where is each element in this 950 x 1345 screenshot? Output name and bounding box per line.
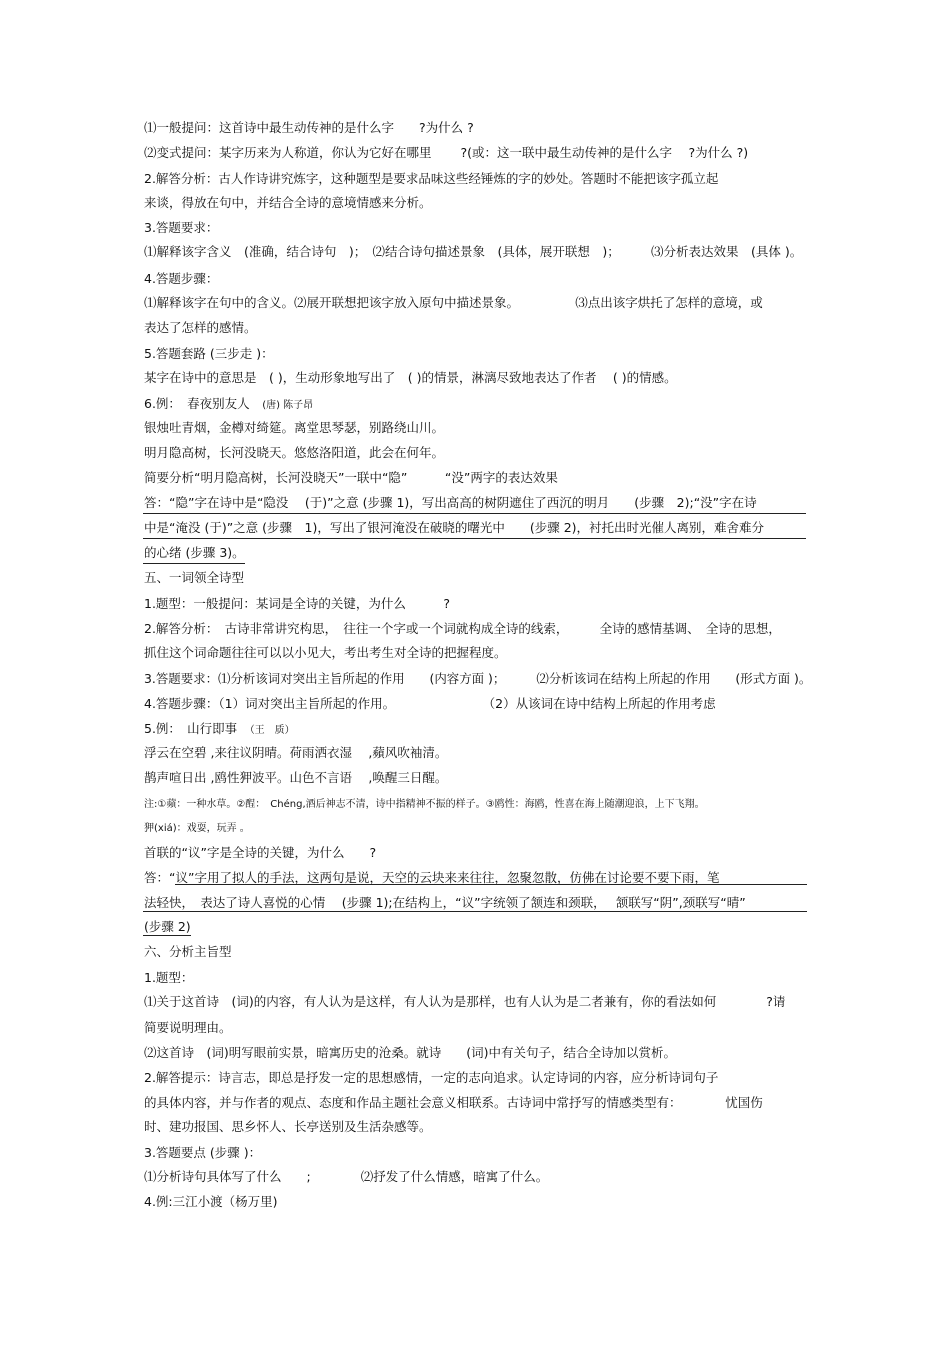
- text-line: 简要说明理由。: [144, 1020, 232, 1035]
- section-heading: 五、一词领全诗型: [144, 570, 245, 585]
- answer-underline: [143, 563, 245, 564]
- text-line: 2.解答提示：诗言志，即总是抒发一定的思想感情，一定的志向追求。认定诗词的内容，应分析诗词句子: [144, 1070, 719, 1085]
- section-heading: 六、分析主旨型: [144, 944, 232, 959]
- text-line: 2.解答分析：古人作诗讲究炼字，这种题型是要求品味这些经锤炼的字的妙处。答题时不能把该字孤立起: [144, 171, 719, 186]
- answer-underline: [143, 513, 806, 514]
- answer-line: 法轻快， 表达了诗人喜悦的心情 (步骤 1);在结构上，“议”字统领了颔连和颈联， 颔联写“阴”,颈联写“晴”: [144, 895, 746, 910]
- answer-line: 答：“议”字用了拟人的手法，这两句是说，天空的云块来来往往，忽聚忽散，仿佛在讨论要不要下雨，笔: [144, 870, 720, 885]
- answer-underline: [143, 911, 807, 912]
- text-line: 4.答题步骤：（1）词对突出主旨所起的作用。 （2）从该词在诗中结构上所起的作用考虑: [144, 696, 716, 711]
- text-line: ⑴一般提问：这首诗中最生动传神的是什么字 ?为什么 ?: [144, 120, 474, 135]
- text-line: 表达了怎样的感情。: [144, 320, 257, 335]
- text-line: [144, 396, 313, 414]
- text-line: ⑵这首诗 (词)明写眼前实景，暗寓历史的沧桑。就诗 (词)中有关句子，结合全诗加以赏析。: [144, 1045, 677, 1060]
- text-line: 鹊声喧日出 ,鸥性狎波平。山色不言语 ,唤醒三日醒。: [144, 770, 448, 785]
- text-line: ⑵变式提问：某字历来为人称道，你认为它好在哪里 ?(或：这一联中最生动传神的是什么字 ?为什么 ?): [144, 145, 749, 160]
- text-line: 时、建功报国、思乡怀人、长亭送别及生活杂感等。: [144, 1119, 432, 1134]
- text-line: 1.题型：一般提问：某词是全诗的关键，为什么 ?: [144, 596, 451, 611]
- text-line: 2.解答分析： 古诗非常讲究构思， 往往一个字或一个词就构成全诗的线索， 全诗的感情基调、 全诗的思想，: [144, 621, 781, 636]
- answer-underline: [143, 538, 806, 539]
- text-line: 4.例:三江小渡（杨万里): [144, 1194, 278, 1209]
- answer-line: 中是“淹没 (于)”之意 (步骤 1)，写出了银河淹没在破晓的曙光中 (步骤 2)，衬托出时光催人离别，难舍难分: [144, 520, 765, 535]
- note-line: 狎(xiá)：戏耍，玩弄 。: [144, 823, 250, 834]
- example-title: 6.例： 春夜别友人: [144, 396, 263, 411]
- answer-underline: [143, 935, 191, 936]
- text-line: ⑴分析诗句具体写了什么 ; ⑵抒发了什么情感，暗寓了什么。: [144, 1169, 549, 1184]
- answer-underline: [175, 884, 807, 885]
- text-line: 银烛吐青烟，金樽对绮筵。离堂思琴瑟，别路绕山川。: [144, 420, 445, 435]
- note-line: 注:①蘋：一种水草。②酲： Chéng,酒后神志不清，诗中指精神不振的样子。③鸥性：海鸥，性喜在海上随潮迎浪，上下飞翔。: [144, 799, 705, 810]
- text-line: ⑴关于这首诗 (词)的内容，有人认为是这样，有人认为是那样，也有人认为是二者兼有，你的看法如何 ?请: [144, 994, 786, 1009]
- text-line: 3.答题要求：: [144, 220, 219, 235]
- text-line: 来谈，得放在句中，并结合全诗的意境情感来分析。: [144, 195, 432, 210]
- text-line: 简要分析“明月隐高树，长河没晓天”一联中“隐” “没”两字的表达效果: [144, 470, 558, 485]
- answer-line: (步骤 2): [144, 919, 191, 934]
- text-line: 首联的“议”字是全诗的关键，为什么 ?: [144, 845, 377, 860]
- text-line: 3.答题要点 (步骤 )：: [144, 1145, 262, 1160]
- example-title: 5.例： 山行即事: [144, 721, 250, 736]
- text-line: 抓住这个词命题往往可以以小见大，考出考生对全诗的把握程度。: [144, 645, 507, 660]
- text-line: 3.答题要求：⑴分析该词对突出主旨所起的作用 (内容方面 )； ⑵分析该词在结构上所起的作用 (形式方面 )。: [144, 671, 812, 686]
- text-line: [144, 721, 295, 739]
- text-line: 明月隐高树，长河没晓天。悠悠洛阳道，此会在何年。: [144, 445, 445, 460]
- poem-author: （王 质）: [249, 725, 295, 736]
- text-line: 1.题型：: [144, 970, 194, 985]
- text-line: 浮云在空碧 ,来往议阴晴。荷雨洒衣湿 ,蘋风吹袖清。: [144, 745, 448, 760]
- text-line: 4.答题步骤：: [144, 271, 219, 286]
- text-line: 某字在诗中的意思是 ( )，生动形象地写出了 ( )的情景，淋漓尽致地表达了作者 ( )的情感。: [144, 370, 677, 385]
- poem-author: (唐) 陈子昂: [262, 400, 314, 411]
- text-line: ⑴解释该字在句中的含义。⑵展开联想把该字放入原句中描述景象。 ⑶点出该字烘托了怎样的意境，或: [144, 295, 763, 310]
- text-line: 5.答题套路 (三步走 )：: [144, 346, 274, 361]
- text-line: ⑴解释该字含义 (准确，结合诗句 )； ⑵结合诗句描述景象 (具体，展开联想 )； ⑶分析表达效果 (具体 )。: [144, 244, 803, 259]
- answer-line: 的心绪 (步骤 3)。: [144, 545, 245, 560]
- answer-line: 答：“隐”字在诗中是“隐没 (于)”之意 (步骤 1)，写出高高的树阴遮住了西沉的明月 (步骤 2);“没”字在诗: [144, 495, 757, 510]
- text-line: 的具体内容，并与作者的观点、态度和作品主题社会意义相联系。古诗词中常抒写的情感类型有： 忧国伤: [144, 1095, 763, 1110]
